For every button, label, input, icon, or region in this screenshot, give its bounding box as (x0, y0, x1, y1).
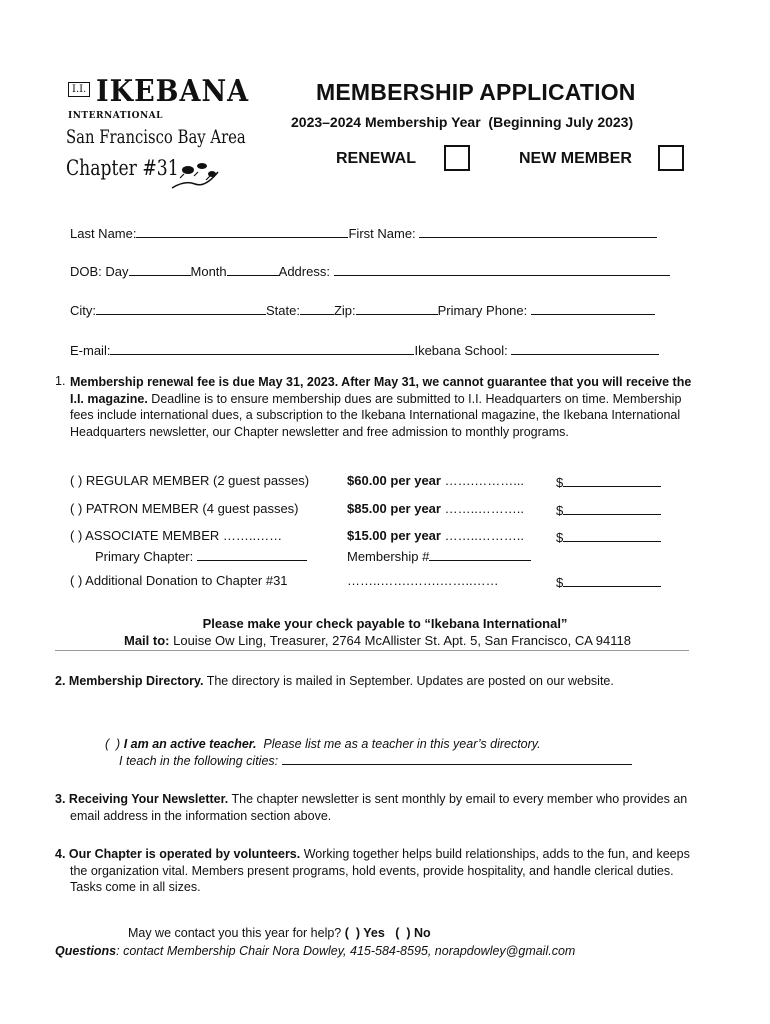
dob-day-label: DOB: Day (70, 264, 129, 279)
dollar-sign: $ (556, 530, 564, 545)
fee-price-regular (347, 473, 524, 488)
fee-amount-donation (556, 573, 661, 590)
section4-body: Working together helps build relationships, adds to the fun, and keeps the organization vital. Members present programs, hold events, provide hospitality, and handle clerical duties. Tasks come in all sizes. (70, 847, 690, 894)
city-label: City: (70, 303, 96, 318)
email-label: E-mail: (70, 343, 111, 358)
section1-body: Deadline is to ensure membership dues are submitted to I.I. Headquarters on time. Membership fees include international dues, a subscription to the Ikebana International magazine, the Ikebana International Headquarters newsletter, our Chapter newsletter and free admission to monthly programs. (70, 391, 682, 439)
mail-to-address (0, 633, 755, 648)
logo-international: INTERNATIONAL (68, 111, 163, 121)
last-name-field[interactable] (136, 224, 348, 238)
page-title: MEMBERSHIP APPLICATION (316, 79, 636, 105)
primary-chapter-row (95, 547, 307, 564)
first-name-field[interactable] (419, 224, 657, 238)
section3-text (55, 791, 710, 824)
mail-to-label: Mail to: (124, 633, 170, 648)
fee-price-donation (347, 573, 499, 588)
fee-row-patron (70, 501, 299, 516)
questions-label: Questions (55, 944, 117, 958)
new-member-label: NEW MEMBER (519, 150, 632, 167)
school-label: Ikebana School: (414, 343, 508, 358)
membership-number-field[interactable] (429, 547, 531, 561)
patron-amount-field[interactable] (563, 501, 661, 515)
teach-cities-row (119, 751, 632, 768)
logo-name: IKEBANA (96, 74, 250, 109)
fee-amount-patron (556, 501, 661, 518)
dob-day-field[interactable] (129, 262, 191, 276)
city-field[interactable] (96, 301, 266, 315)
regular-amount-field[interactable] (563, 473, 661, 487)
section2-number: 2. (55, 674, 66, 688)
state-field[interactable] (300, 301, 334, 315)
dollar-sign: $ (556, 575, 564, 590)
check-payable-note: Please make your check payable to “Ikebana International” (202, 616, 568, 631)
section2-body: The directory is mailed in September. Updates are posted on our website. (203, 674, 614, 688)
questions-footer (55, 944, 575, 958)
section2-text (55, 674, 614, 688)
dollar-sign: $ (556, 503, 564, 518)
first-name-label: First Name: (348, 226, 416, 241)
phone-label: Primary Phone: (437, 303, 528, 318)
dollar-sign: $ (556, 475, 564, 490)
city-row (70, 301, 655, 318)
section3-number: 3. (55, 792, 66, 806)
section-divider (55, 650, 689, 651)
contact-question: May we contact you this year for help? (127, 926, 342, 940)
fee-row-donation (70, 573, 288, 588)
fee-amount-regular (556, 473, 661, 490)
teach-cities-field[interactable] (282, 751, 632, 765)
fee-dots: …….………... (440, 473, 525, 488)
fee-price: $85.00 per year (347, 501, 441, 516)
logo-line1: San Francisco Bay Area (66, 126, 246, 148)
section3-body: The chapter newsletter is sent monthly by email to every member who provides an email address in the information section above. (70, 792, 688, 823)
fee-dots: ……..…….…….……..…… (347, 573, 499, 588)
membership-year: 2023–2024 Membership Year (Beginning July 2023) (291, 114, 634, 130)
flower-illustration-icon (170, 158, 220, 194)
dob-row (70, 262, 670, 279)
fee-label[interactable]: ( ) ASSOCIATE MEMBER ……..…… (70, 528, 283, 543)
fee-amount-associate (556, 528, 661, 545)
fee-label[interactable]: ( ) REGULAR MEMBER (2 guest passes) (70, 473, 310, 488)
yes-no-options[interactable]: ( ) Yes ( ) No (344, 926, 431, 940)
primary-chapter-field[interactable] (197, 547, 307, 561)
section4-heading: Our Chapter is operated by volunteers. (68, 847, 301, 861)
last-name-label: Last Name: (70, 226, 137, 241)
school-field[interactable] (511, 341, 659, 355)
email-row (70, 341, 659, 358)
fee-dots: ……..……….. (440, 528, 525, 543)
address-field[interactable] (334, 262, 670, 276)
logo-mark: I.I. (68, 82, 90, 97)
mail-to-text: Louise Ow Ling, Treasurer, 2764 McAllister St. Apt. 5, San Francisco, CA 94118 (169, 633, 631, 648)
name-row (70, 224, 657, 241)
fee-price: $15.00 per year (347, 528, 441, 543)
fee-label[interactable]: ( ) PATRON MEMBER (4 guest passes) (70, 501, 299, 516)
contact-question-row (121, 912, 431, 940)
teach-cities-label: I teach in the following cities: (119, 754, 279, 768)
donation-amount-field[interactable] (563, 573, 661, 587)
renewal-label: RENEWAL (336, 150, 416, 167)
fee-price-patron (347, 501, 524, 516)
section1-number: 1. (55, 374, 66, 388)
section4-text (55, 846, 695, 896)
section1-text (70, 374, 700, 440)
zip-label: Zip: (333, 303, 356, 318)
associate-amount-field[interactable] (563, 528, 661, 542)
fee-price: $60.00 per year (347, 473, 441, 488)
zip-field[interactable] (356, 301, 438, 315)
new-member-checkbox[interactable] (658, 145, 684, 171)
address-label: Address: (278, 264, 330, 279)
section4-number: 4. (55, 847, 66, 861)
renewal-checkbox[interactable] (444, 145, 470, 171)
membership-number-row (347, 547, 531, 564)
fee-label[interactable]: ( ) Additional Donation to Chapter #31 (70, 573, 288, 588)
teacher-heading: I am an active teacher. (123, 737, 257, 751)
teacher-checkbox[interactable]: ( ) (104, 737, 121, 751)
fee-price-associate (347, 528, 524, 543)
teacher-row (98, 723, 541, 751)
primary-chapter-label: Primary Chapter: (95, 549, 194, 564)
logo-line2: Chapter #31 (66, 156, 179, 180)
fee-row-associate (70, 528, 282, 543)
chapter-logo (66, 74, 250, 198)
teacher-body: Please list me as a teacher in this year’s directory. (256, 737, 541, 751)
state-label: State: (266, 303, 300, 318)
membership-number-label: Membership # (347, 549, 430, 564)
dob-month-field[interactable] (227, 262, 279, 276)
dob-month-label: Month (190, 264, 227, 279)
email-field[interactable] (110, 341, 414, 355)
section1-heading: Membership renewal fee is due May 31, 2023. After May 31, we cannot guarantee that you will receive the I.I. magazine. (70, 375, 692, 406)
fee-row-regular (70, 473, 309, 488)
questions-text: : contact Membership Chair Nora Dowley, 415-584-8595, norapdowley@gmail.com (116, 944, 576, 958)
phone-field[interactable] (531, 301, 655, 315)
section2-heading: Membership Directory. (68, 674, 204, 688)
section3-heading: Receiving Your Newsletter. (68, 792, 229, 806)
fee-dots: ……..……….. (440, 501, 525, 516)
